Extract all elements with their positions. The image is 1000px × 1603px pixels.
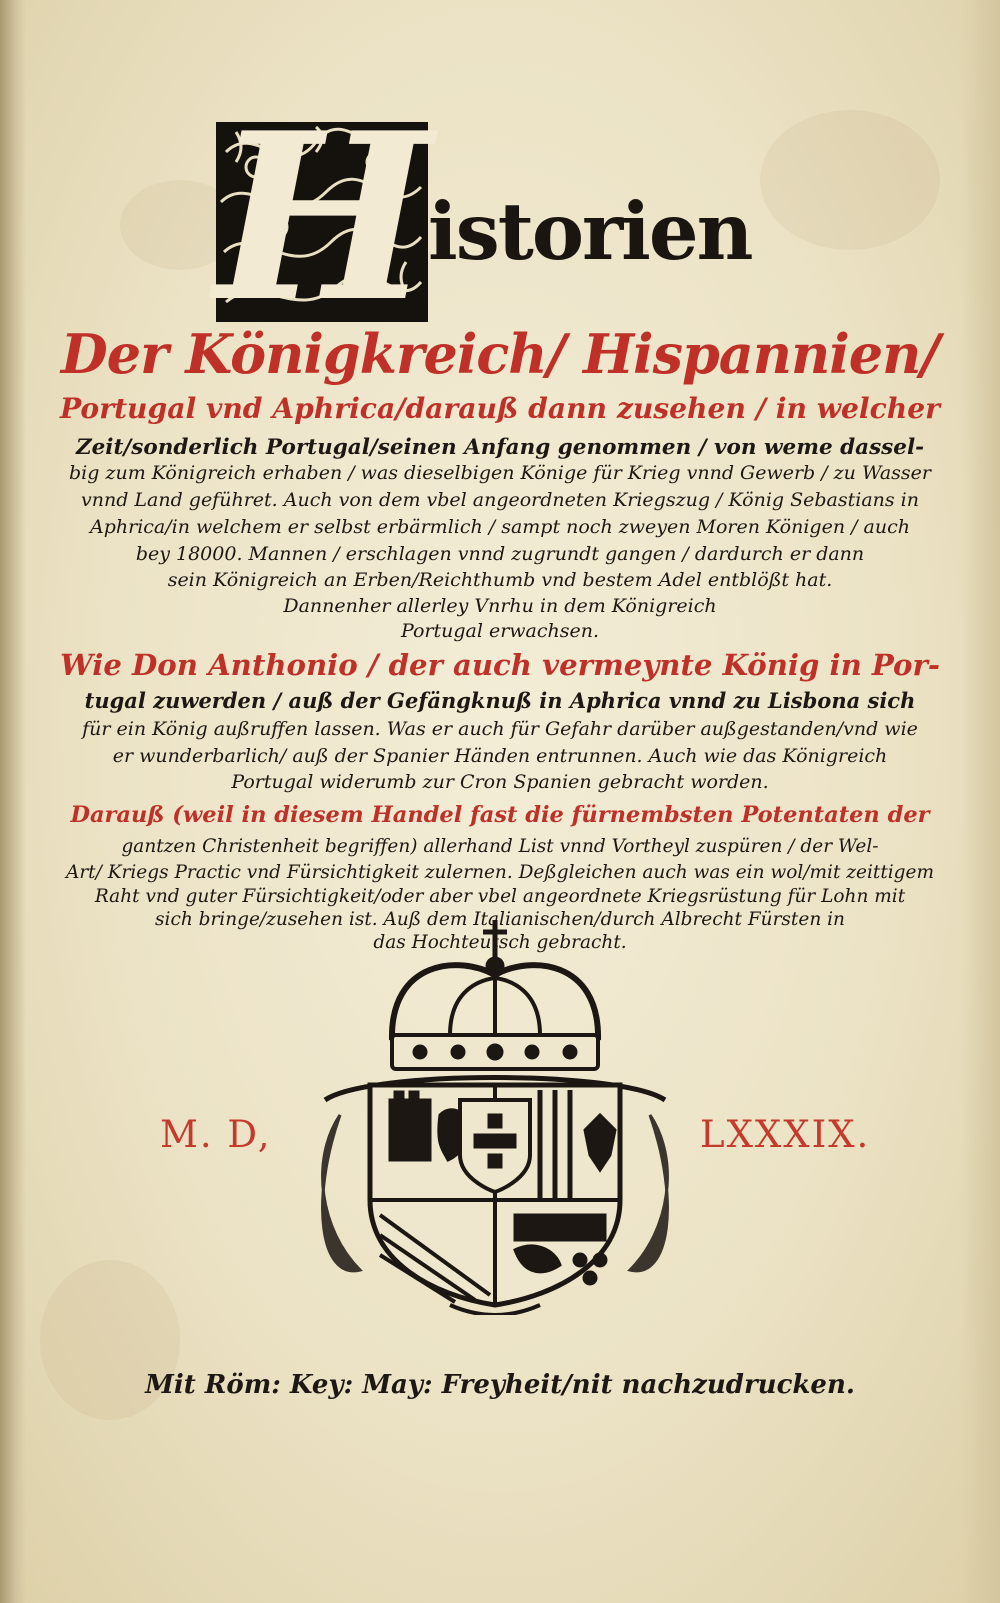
title-text: istorien: [428, 187, 752, 278]
paragraph3-line-3: Raht vnd guter Fürsichtigkeit/oder aber vbel angeordnete Kriegsrüstung für Lohn mit: [94, 886, 906, 907]
coat-of-arms-icon: [300, 900, 690, 1315]
year-right: LXXXIX.: [700, 1113, 871, 1156]
paper-stain: [760, 110, 940, 250]
title-initial-letter: H: [214, 83, 432, 353]
paragraph2-line-4: Portugal widerumb zur Cron Spanien gebracht worden.: [231, 771, 769, 793]
paragraph3-line-1: gantzen Christenheit begriffen) allerhand List vnnd Vortheyl zuspüren / der Wel-: [121, 836, 879, 857]
paragraph1-line-4: vnnd Land geführet. Auch von dem vbel angeordneten Kriegszug / König Sebastians in: [80, 489, 919, 511]
printing-privilege: Mit Röm: Key: May: Freyheit/nit nachzudrucken.: [145, 1370, 855, 1400]
paragraph3-line-4: sich bringe/zusehen ist. Auß dem Italianischen/durch Albrecht Fürsten in: [155, 909, 845, 930]
paragraph3-heading: Darauß (weil in diesem Handel fast die fürnembsten Potentaten der: [70, 802, 930, 828]
paragraph1-line-7: sein Königreich an Erben/Reichthumb vnd bestem Adel entblößt hat.: [167, 569, 833, 591]
paragraph2-line-1: tugal zuwerden / auß der Gefängknuß in Aphrica vnnd zu Lisbona sich: [84, 688, 916, 713]
paragraph1-line-3: big zum Königreich erhaben / was dieselbigen Könige für Krieg vnnd Gewerb / zu Wasser: [69, 462, 931, 484]
paragraph3-line-5: das Hochteutsch gebracht.: [373, 932, 627, 953]
paragraph1-line-5: Aphrica/in welchem er selbst erbärmlich / sampt noch zweyen Moren Königen / auch: [89, 516, 910, 538]
subtitle-kingdoms: Der Königkreich/ Hispannien/: [60, 322, 940, 386]
paragraph1-line-9: Portugal erwachsen.: [400, 620, 600, 642]
paragraph2-line-3: er wunderbarlich/ auß der Spanier Händen entrunnen. Auch wie das Königreich: [112, 745, 888, 767]
year-left: M. D,: [160, 1113, 272, 1156]
paragraph1-line-1: Portugal vnd Aphrica/darauß dann zusehen / in welcher: [60, 392, 940, 425]
paragraph1-line-2: Zeit/sonderlich Portugal/seinen Anfang genommen / von weme dassel-: [75, 435, 925, 460]
paragraph1-line-6: bey 18000. Mannen / erschlagen vnnd zugrundt gangen / dardurch er dann: [135, 543, 865, 565]
paragraph1-line-8: Dannenher allerley Vnrhu in dem Königreich: [283, 595, 717, 617]
paragraph2-heading: Wie Don Anthonio / der auch vermeynte König in Por-: [60, 648, 940, 682]
paragraph2-line-2: für ein König außruffen lassen. Was er auch für Gefahr darüber außgestanden/vnd wie: [82, 718, 918, 740]
paragraph3-line-2: Art/ Kriegs Practic vnd Fürsichtigkeit zulernen. Deßgleichen auch was ein wol/mit zeittigem: [65, 862, 935, 883]
